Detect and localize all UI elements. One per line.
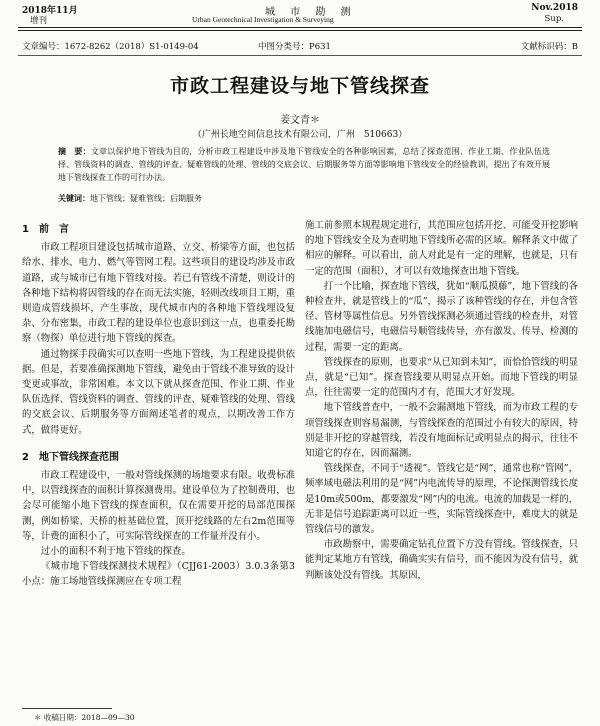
paragraph: 管线探查，不同于“透视”。管线它是“网”，通常也称“管网”，频率域电磁法利用的是“网”内电流传导的原理，不论探测管线长度是10m或500m，都要激发“网”内的电流。电流的加载是一样的，无非是信号追踪距离可以近一些，实际管线探查中，难度大的就是管线信号的激发。 bbox=[305, 463, 578, 536]
paragraph: 过小的面积不利于地下管线的探查。 bbox=[40, 546, 191, 558]
abstract-label: 摘 要： bbox=[58, 147, 91, 156]
author-name: 姜文青＊ bbox=[280, 115, 320, 126]
paragraph: 地下管线普查中，一般不会漏测地下管线，而为市政工程的专项管线探查则容易漏测，与管线探查的范围过小有较大的原因，特别是非开挖的穿越管线，若没有地面标记或明显点的揭示，往往不知道它的存在，因而漏测。 bbox=[305, 402, 578, 460]
header-date: 2018年11月 bbox=[22, 6, 78, 16]
paragraph: 市政勘察中，需要确定钻孔位置下方没有管线。管线探查，只能判定某地方有管线，确确实实有信号，而不能因为没有信号，就判断该处没有管线。其原因， bbox=[305, 539, 578, 581]
paragraph: 管线探查的原则，也要求“从已知到未知”，而恰恰管线的明显点，就是“已知”。探查管线要从明显点开始。而地下管线的明显点，往往需要一定的范围内才有，范围大才好发现。 bbox=[305, 356, 578, 399]
paragraph: 《城市地下管线探测技术规程》（CJJ61-2003）3.0.3条第3小点：施工场地管线探测应在专项工程 bbox=[22, 561, 295, 588]
right-column bbox=[305, 218, 578, 583]
meta-rule bbox=[18, 55, 582, 56]
keywords-text: 地下管线；疑难管线；后期服务 bbox=[90, 194, 202, 203]
paragraph: 打一个比喻，探查地下管线，犹如“顺瓜摸藤”，地下管线的各种检查井，就是管线上的“瓜”，揭示了该种管线的存在，并包含管径、管材等属性信息。另外管线探测必须通过管线的检查井，对管线施加电磁信号，电磁信号顺管线传导，亦有激发、传导、检测的过程，需要一定的距离。 bbox=[305, 280, 578, 353]
journal-title-cn: 城 市 勘 测 bbox=[265, 7, 357, 18]
header-rule-thick bbox=[18, 27, 582, 28]
article-number: 文章编号：1672-8262（2018）S1-0149-04 bbox=[22, 42, 199, 52]
keywords bbox=[58, 193, 550, 204]
journal-title-en: Urban Geotechnical Investigation & Surveying bbox=[192, 15, 334, 24]
footnote-rule bbox=[22, 708, 112, 709]
header-supplement: 增刊 bbox=[30, 16, 48, 26]
paper-title: 市政工程建设与地下管线探查 bbox=[169, 75, 430, 97]
keywords-label: 关键词： bbox=[58, 194, 90, 203]
paragraph: 通过物探手段确实可以查明一些地下管线，为工程建设提供依据。但是，若要准确探测地下管线，避免由于管线不准导致的设计变更或事故，非常困难。本文以下就从探查范围、作业工期、作业队伍选择、管线资料的调查、管线的评查、疑难管线的处理、管线的交底会议、后期服务等方面阐述笔者的观点，以期改善工作方式，做得更好。 bbox=[22, 348, 295, 436]
paragraph: 施工前参照本规程规定进行，其范围应包括开挖、可能受开挖影响的地下管线安全及为查明地下管线所必需的区域。解释条文中做了相应的解释。可以看出，前人对此是有一定的理解，也就是，只有一定的范围（面积），才可以有效地探查出地下管线。 bbox=[305, 220, 578, 277]
document-code: 文献标识码：B bbox=[520, 42, 578, 52]
header-rule-thin bbox=[18, 30, 582, 31]
abstract bbox=[58, 145, 550, 184]
section-heading-scope: 2 地下管线探查范围 bbox=[22, 451, 119, 463]
paragraph: 市政工程项目建设包括城市道路、立交、桥梁等方面，也包括给水、排水、电力、燃气等管网工程。这些项目的建设均涉及市政道路，或与城市已有地下管线对接。若已有管线不清楚，则设计的各种地下结构将因管线的存在而无法实施，轻则改线项目工期，重则造成管线损坏，产生事故，现代城市内的各种地下管线埋设复杂、分布密集，市政工程的建设单位也意识到这一点，也重委托勘察（物探）单位进行地下管线的探查。 bbox=[22, 242, 295, 345]
left-column bbox=[22, 218, 295, 590]
paragraph: 市政工程建设中，一般对管线探测的场地要求有限。收费标准中，以管线探查的面积计算探测费用。建设单位为了控制费用，也会尽可能缩小地下管线的探查面积，仅在需要开挖的局部范围探测，例如桥梁、天桥的桩基础位置，顶开挖线路的左右2m范围等等，计费的面积小了，可实际管线探查的工作量并没有小。 bbox=[22, 470, 295, 542]
received-date-footnote: ＊ 收稿日期：2018—09—30 bbox=[34, 713, 135, 722]
clc-number: 中图分类号：P631 bbox=[258, 42, 331, 52]
section-heading-introduction: 1 前 言 bbox=[22, 224, 69, 235]
header-supplement-en: Sup. bbox=[544, 14, 564, 24]
abstract-text: 文章以保护地下管线为目的，分析市政工程建设中涉及地下管线安全的各种影响因素，总结了探查范围、作业工期、作业队伍选择、管线资料的调查、管线的评查、疑难管线的处理、管线的交底会议、后期服务等方面等影响地下管线安全的经验教训，提出了有效开展地下管线探查工作的可行办法。 bbox=[58, 147, 551, 182]
header-date-en: Nov.2018 bbox=[531, 3, 578, 13]
author-affiliation: （广州长地空间信息技术有限公司，广州 510663） bbox=[192, 130, 408, 140]
